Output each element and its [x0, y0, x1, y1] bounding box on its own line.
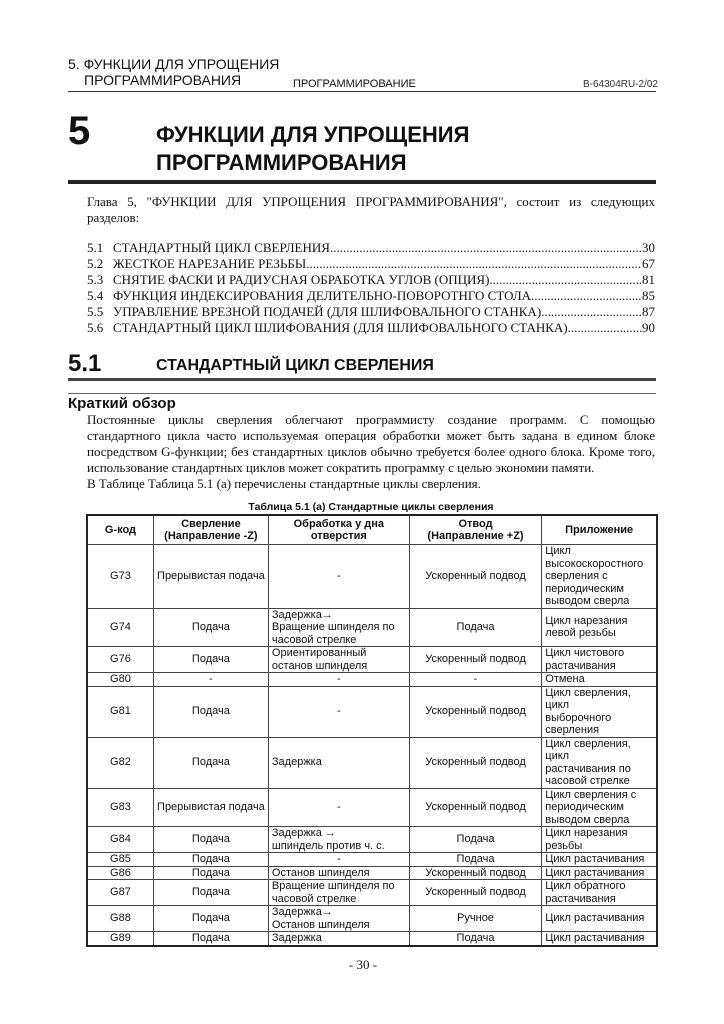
cell-drilling: Прерывистая подача — [153, 788, 268, 827]
cell-hole-bottom: Задержка→ Останов шпинделя — [268, 906, 409, 932]
section-divider — [68, 378, 656, 381]
cell-g-code: G86 — [87, 866, 153, 880]
toc-title: УПРАВЛЕНИЕ ВРЕЗНОЙ ПОДАЧЕЙ (ДЛЯ ШЛИФОВАЛЬНОГО СТАНКА) — [113, 304, 542, 319]
document-code: B-64304RU-2/02 — [582, 79, 658, 90]
table-row — [87, 608, 657, 647]
cell-hole-bottom: Задержка→ Вращение шпинделя по часовой стрелке — [268, 608, 409, 647]
toc-title: ЖЕСТКОЕ НАРЕЗАНИЕ РЕЗЬБЫ — [113, 256, 307, 271]
toc-leader-dots — [541, 304, 642, 320]
table-row — [87, 737, 657, 788]
cell-g-code: G80 — [87, 673, 153, 687]
toc-entry[interactable] — [87, 256, 655, 272]
cell-g-code: G88 — [87, 906, 153, 932]
overview-paragraph-1: Постоянные циклы сверления облегчают программисту создание программ. С помощью стандартного цикла часто используемая операция обработки может быть задана в едином блоке посредством G-функции; без стандартных циклов обычно требуется более одного блока. Кроме того, использование стандартных циклов может сократить программу с целью экономии памяти. — [87, 412, 655, 475]
header-drilling: Сверление (Направление -Z) — [153, 515, 268, 545]
cell-retraction: Ускоренный подвод — [409, 686, 542, 737]
chapter-title — [156, 121, 469, 177]
toc-page: 90 — [642, 320, 655, 335]
cell-g-code: G84 — [87, 827, 153, 853]
cell-application: Цикл нарезания левой резьбы — [542, 608, 657, 647]
table-row — [87, 545, 657, 609]
table-row — [87, 906, 657, 932]
cell-retraction: Подача — [409, 853, 542, 867]
cell-retraction: Ускоренный подвод — [409, 647, 542, 673]
table-row — [87, 788, 657, 827]
cell-application: Цикл растачивания — [542, 932, 657, 946]
table-header-row — [87, 515, 657, 545]
cell-retraction: Подача — [409, 827, 542, 853]
toc-number: 5.5 — [87, 304, 104, 319]
cell-g-code: G73 — [87, 545, 153, 609]
toc-entry[interactable] — [87, 304, 655, 320]
cell-application: Цикл растачивания — [542, 866, 657, 880]
cell-drilling: Подача — [153, 866, 268, 880]
cell-g-code: G83 — [87, 788, 153, 827]
header-hole-bottom: Обработка у дна отверстия — [268, 515, 409, 545]
chapter-title-line1: ФУНКЦИИ ДЛЯ УПРОЩЕНИЯ — [156, 122, 470, 147]
chapter-intro: Глава 5, "ФУНКЦИИ ДЛЯ УПРОЩЕНИЯ ПРОГРАММИРОВАНИЯ", состоит из следующих разделов: — [87, 194, 655, 225]
cell-g-code: G74 — [87, 608, 153, 647]
cell-retraction: Ускоренный подвод — [409, 545, 542, 609]
cell-application: Цикл нарезания резьбы — [542, 827, 657, 853]
chapter-divider — [68, 180, 656, 184]
toc-number: 5.1 — [87, 240, 104, 255]
running-header-line2: ПРОГРАММИРОВАНИЯ — [84, 72, 242, 88]
toc-leader-dots — [330, 240, 642, 256]
subsection-title: Краткий обзор — [68, 395, 176, 412]
cell-hole-bottom: Задержка → шпиндель против ч. с. — [268, 827, 409, 853]
toc-page: 67 — [642, 256, 655, 271]
cell-drilling: Подача — [153, 686, 268, 737]
table-row — [87, 932, 657, 946]
cell-application: Цикл сверления с периодическим выводом сверла — [542, 788, 657, 827]
cell-drilling: Подача — [153, 827, 268, 853]
running-header-chapter — [68, 56, 279, 88]
toc-title: СНЯТИЕ ФАСКИ И РАДИУСНАЯ ОБРАБОТКА УГЛОВ (ОПЦИЯ) — [113, 272, 490, 287]
section-body — [68, 395, 658, 973]
cell-retraction: Ручное — [409, 906, 542, 932]
toc-leader-dots — [531, 288, 642, 304]
cell-g-code: G89 — [87, 932, 153, 946]
header-g-code: G-код — [87, 515, 153, 545]
toc-title: ФУНКЦИЯ ИНДЕКСИРОВАНИЯ ДЕЛИТЕЛЬНО-ПОВОРОТНГО СТОЛА — [113, 288, 532, 303]
cell-hole-bottom: Ориентированный останов шпинделя — [268, 647, 409, 673]
drilling-cycles-table — [86, 514, 658, 947]
cell-drilling: Подача — [153, 608, 268, 647]
cell-retraction: Подача — [409, 932, 542, 946]
toc-entry[interactable] — [87, 240, 655, 256]
cell-hole-bottom: Останов шпинделя — [268, 866, 409, 880]
cell-drilling: Подача — [153, 906, 268, 932]
table-row — [87, 853, 657, 867]
cell-g-code: G81 — [87, 686, 153, 737]
cell-g-code: G85 — [87, 853, 153, 867]
cell-application: Цикл высокоскоростного сверления с периодическим выводом сверла — [542, 545, 657, 609]
cell-retraction: Ускоренный подвод — [409, 737, 542, 788]
cell-g-code: G76 — [87, 647, 153, 673]
toc-page: 30 — [642, 240, 655, 255]
toc-entry[interactable] — [87, 272, 655, 288]
toc-leader-dots — [568, 320, 642, 336]
chapter-title-line2: ПРОГРАММИРОВАНИЯ — [156, 150, 407, 175]
cell-drilling: Прерывистая подача — [153, 545, 268, 609]
section-title: СТАНДАРТНЫЙ ЦИКЛ СВЕРЛЕНИЯ — [156, 357, 434, 374]
cell-hole-bottom: Задержка — [268, 932, 409, 946]
cell-drilling: Подача — [153, 932, 268, 946]
page-number: - 30 - — [348, 956, 378, 972]
cell-application: Отмена — [542, 673, 657, 687]
cell-retraction: - — [409, 673, 542, 687]
chapter-number: 5 — [68, 109, 91, 153]
cell-application: Цикл чистового растачивания — [542, 647, 657, 673]
cell-application: Цикл обратного растачивания — [542, 880, 657, 906]
cell-retraction: Ускоренный подвод — [409, 880, 542, 906]
cell-drilling: Подача — [153, 853, 268, 867]
running-header-line1: 5. ФУНКЦИИ ДЛЯ УПРОЩЕНИЯ — [68, 56, 280, 72]
cell-retraction: Ускоренный подвод — [409, 866, 542, 880]
table-row — [87, 827, 657, 853]
overview-text — [87, 412, 655, 492]
toc-entry[interactable] — [87, 288, 655, 304]
cell-hole-bottom: - — [268, 788, 409, 827]
header-application: Приложение — [542, 515, 657, 545]
toc-title: СТАНДАРТНЫЙ ЦИКЛ СВЕРЛЕНИЯ — [113, 240, 330, 255]
toc-number: 5.6 — [87, 320, 104, 335]
table-row — [87, 880, 657, 906]
section-number: 5.1 — [68, 350, 102, 377]
cell-hole-bottom: Вращение шпинделя по часовой стрелке — [268, 880, 409, 906]
cell-drilling: Подача — [153, 737, 268, 788]
toc-entry[interactable] — [87, 320, 655, 336]
cell-hole-bottom: - — [268, 686, 409, 737]
toc-leader-dots — [489, 272, 642, 288]
table-row — [87, 866, 657, 880]
cell-application: Цикл растачивания — [542, 906, 657, 932]
cell-g-code: G87 — [87, 880, 153, 906]
cell-hole-bottom: Задержка — [268, 737, 409, 788]
table-caption: Таблица 5.1 (а) Стандартные циклы сверления — [248, 501, 494, 513]
cell-application: Цикл сверления, цикл растачивания по часовой стрелке — [542, 737, 657, 788]
cell-drilling: Подача — [153, 647, 268, 673]
toc-number: 5.2 — [87, 256, 104, 271]
table-of-contents — [87, 240, 655, 336]
cell-g-code: G82 — [87, 737, 153, 788]
overview-paragraph-2: В Таблице Таблица 5.1 (а) перечислены стандартные циклы сверления. — [87, 476, 481, 491]
toc-leader-dots — [306, 256, 642, 272]
cell-drilling: Подача — [153, 880, 268, 906]
header-divider — [68, 91, 656, 92]
cell-retraction: Подача — [409, 608, 542, 647]
cell-hole-bottom: - — [268, 545, 409, 609]
toc-page: 87 — [642, 304, 655, 319]
toc-number: 5.4 — [87, 288, 104, 303]
table-row — [87, 686, 657, 737]
header-retraction: Отвод (Направление +Z) — [409, 515, 542, 545]
toc-number: 5.3 — [87, 272, 104, 287]
cell-application: Цикл сверления, цикл выборочного сверления — [542, 686, 657, 737]
cell-hole-bottom: - — [268, 853, 409, 867]
cell-retraction: Ускоренный подвод — [409, 788, 542, 827]
table-row — [87, 647, 657, 673]
toc-page: 85 — [642, 288, 655, 303]
subsection-divider — [68, 393, 656, 394]
table-row — [87, 673, 657, 687]
cell-application: Цикл растачивания — [542, 853, 657, 867]
cell-hole-bottom: - — [268, 673, 409, 687]
running-header-center: ПРОГРАММИРОВАНИЕ — [293, 78, 416, 90]
toc-page: 81 — [642, 272, 655, 287]
toc-title: СТАНДАРТНЫЙ ЦИКЛ ШЛИФОВАНИЯ (ДЛЯ ШЛИФОВАЛЬНОГО СТАНКА) — [113, 320, 568, 335]
cell-drilling: - — [153, 673, 268, 687]
